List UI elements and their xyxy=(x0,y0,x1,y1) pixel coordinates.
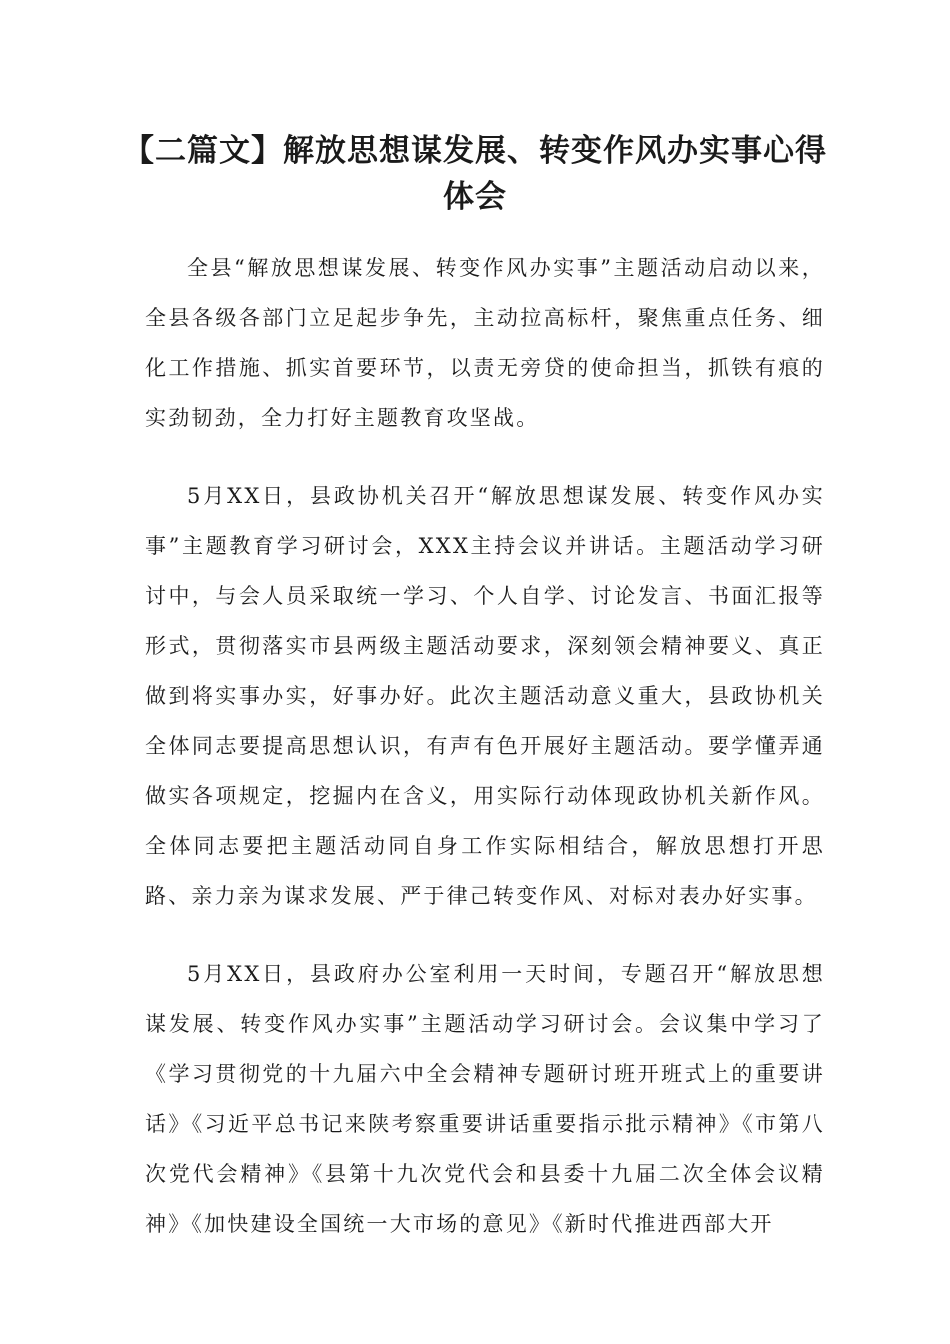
document-body xyxy=(145,243,825,1277)
paragraph-government-office-meeting: 5月XX日，县政府办公室利用一天时间，专题召开“解放思想谋发展、转变作风办实事”主题活动学习研讨会。会议集中学习了《学习贯彻党的十九届六中全会精神专题研讨班开班式上的重要讲话》《习近平总书记来陕考察重要讲话重要指示批示精神》《市第八次党代会精神》《县第十九次党代会和县委十九届二次全体会议精神》《加快建设全国统一大市场的意见》《新时代推进西部大开 xyxy=(145,962,825,1236)
paragraph-intro: 全县“解放思想谋发展、转变作风办实事”主题活动启动以来，全县各级各部门立足起步争先，主动拉高标杆，聚焦重点任务、细化工作措施、抓实首要环节，以责无旁贷的使命担当，抓铁有痕的实劲韧劲，全力打好主题教育攻坚战。 xyxy=(145,256,825,430)
document-title: 【二篇文】解放思想谋发展、转变作风办实事心得体会 xyxy=(123,133,827,215)
paragraph-cppcc-meeting: 5月XX日，县政协机关召开“解放思想谋发展、转变作风办实事”主题教育学习研讨会，XXX主持会议并讲话。主题活动学习研讨中，与会人员采取统一学习、个人自学、讨论发言、书面汇报等形式，贯彻落实市县两级主题活动要求，深刻领会精神要义、真正做到将实事办实，好事办好。此次主题活动意义重大，县政协机关全体同志要提高思想认识，有声有色开展好主题活动。要学懂弄通做实各项规定，挖掘内在含义，用实际行动体现政协机关新作风。全体同志要把主题活动同自身工作实际相结合，解放思想打开思路、亲力亲为谋求发展、严于律己转变作风、对标对表办好实事。 xyxy=(145,484,825,908)
